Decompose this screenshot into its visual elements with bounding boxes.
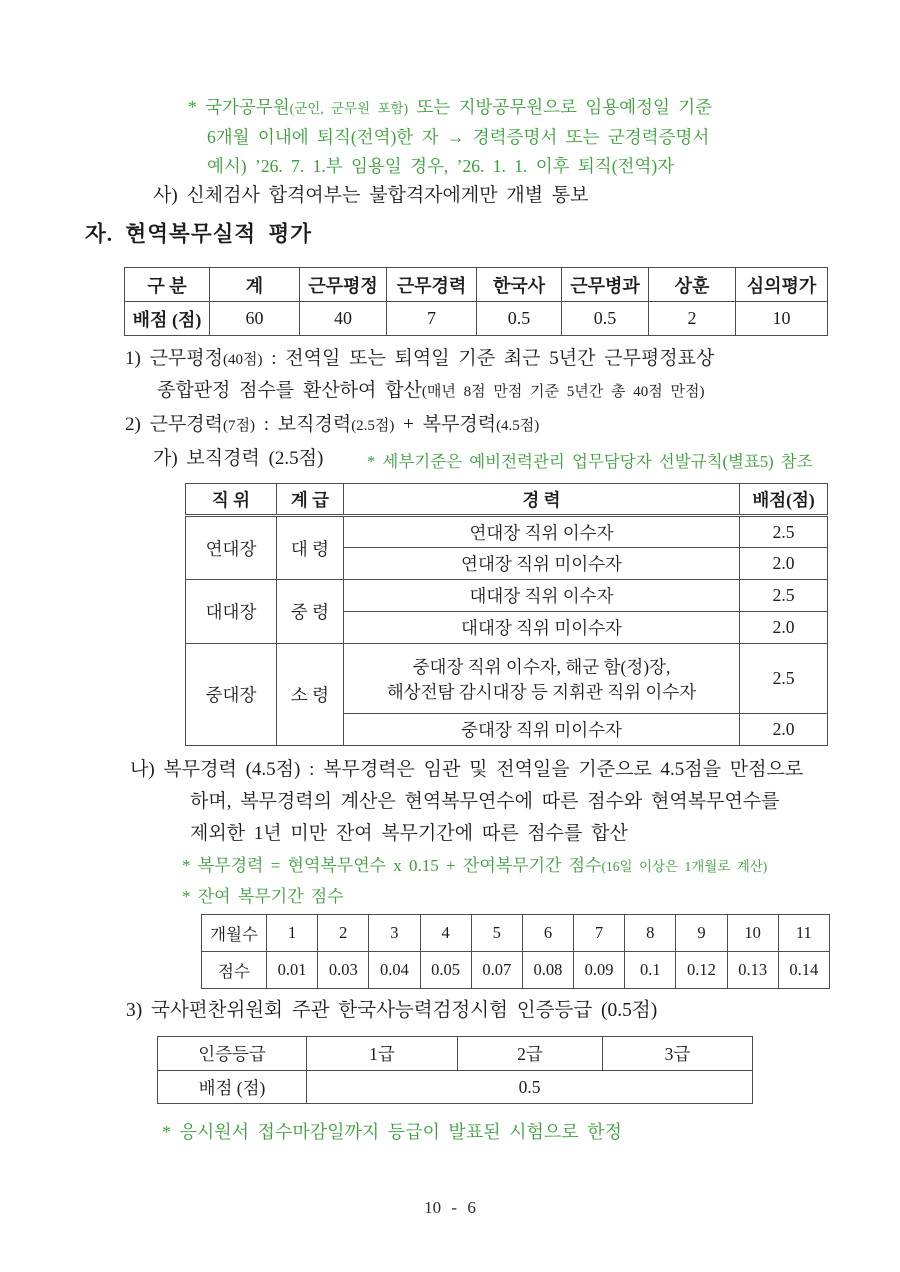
rank-cell: 소 령	[277, 644, 344, 746]
header-cell: 배점(점)	[740, 484, 828, 516]
career-cell	[344, 644, 740, 714]
position-career-table	[185, 483, 828, 746]
score-summary-value-row	[125, 302, 828, 336]
score-cell: 2.5	[740, 516, 828, 548]
score-cell: 2.5	[740, 644, 828, 714]
score-cell: 0.13	[727, 952, 778, 989]
month-cell: 2	[318, 915, 369, 952]
row-label-cell: 배점 (점)	[158, 1071, 307, 1104]
grade-cell: 1급	[307, 1037, 458, 1071]
score-cell: 0.09	[574, 952, 625, 989]
item-2-s6: (4.5점)	[496, 418, 540, 434]
formula-text: * 복무경력 = 현역복무연수 x 0.15 + 잔여복무기간 점수	[182, 856, 602, 875]
score-cell: 0.05	[420, 952, 471, 989]
career-cell: 연대장 직위 이수자	[344, 516, 740, 548]
item-ga-note: * 세부기준은 예비전력관리 업무담당자 선발규칙(별표5) 참조	[367, 452, 813, 471]
header-cell: 근무경력	[387, 268, 477, 302]
career-line-2: 해상전탐 감시대장 등 지휘관 직위 이수자	[386, 681, 697, 702]
bottom-note: * 응시원서 접수마감일까지 등급이 발표된 시험으로 한정	[162, 1122, 622, 1142]
month-cell: 4	[420, 915, 471, 952]
career-cell: 대대장 직위 이수자	[344, 580, 740, 612]
rank-cell: 중 령	[277, 580, 344, 644]
score-summary-header-row	[125, 268, 828, 302]
month-cell: 11	[778, 915, 829, 952]
item-3-heading: 3) 국사편찬위원회 주관 한국사능력검정시험 인증등급 (0.5점)	[126, 1000, 658, 1021]
item-na-line-1: 나) 복무경력 (4.5점) : 복무경력은 임관 및 전역일을 기준으로 4.5점을 만점으로	[130, 759, 804, 780]
item-1-line2-text: 종합판정 점수를 환산하여 합산	[157, 380, 422, 401]
header-cell: 계	[210, 268, 300, 302]
header-cell: 계 급	[277, 484, 344, 516]
scores-row	[202, 952, 830, 989]
header-cell: 직 위	[186, 484, 277, 516]
value-cell: 2	[649, 302, 736, 336]
value-cell: 0.5	[477, 302, 562, 336]
item-2-s5: + 복무경력	[394, 414, 497, 435]
item-2-s4: (2.5점)	[351, 418, 395, 434]
value-cell: 10	[736, 302, 828, 336]
score-cell: 0.04	[369, 952, 420, 989]
month-cell: 1	[267, 915, 318, 952]
service-formula-note	[182, 856, 767, 876]
header-cell: 근무병과	[562, 268, 649, 302]
value-cell: 40	[300, 302, 387, 336]
score-summary-table	[124, 267, 828, 336]
score-cell: 0.08	[522, 952, 573, 989]
header-cell: 구 분	[125, 268, 210, 302]
table-row	[186, 516, 828, 548]
top-note-line-2: 6개월 이내에 퇴직(전역)한 자 → 경력증명서 또는 군경력증명서	[207, 127, 710, 147]
top-note-line-1-rest: 또는 지방공무원으로 임용예정일 기준	[408, 97, 713, 117]
grade-header-row	[158, 1037, 753, 1071]
header-cell: 근무평정	[300, 268, 387, 302]
position-cell: 대대장	[186, 580, 277, 644]
item-na-line-2: 하며, 복무경력의 계산은 현역복무연수에 따른 점수와 현역복무연수를	[190, 791, 780, 812]
month-cell: 9	[676, 915, 727, 952]
top-note-line-1-small: (군인, 군무원 포함)	[289, 101, 409, 116]
item-1-text: 1) 근무평정	[125, 348, 223, 369]
item-1-line-2	[157, 380, 704, 403]
grade-value-row	[158, 1071, 753, 1104]
table-row	[186, 580, 828, 612]
row-label-cell: 배점 (점)	[125, 302, 210, 336]
item-1-rest: : 전역일 또는 퇴역일 기준 최근 5년간 근무평정표상	[262, 348, 715, 369]
month-cell: 7	[574, 915, 625, 952]
month-cell: 6	[522, 915, 573, 952]
row-label-cell: 인증등급	[158, 1037, 307, 1071]
month-cell: 8	[625, 915, 676, 952]
header-cell: 심의평가	[736, 268, 828, 302]
career-cell: 연대장 직위 미이수자	[344, 548, 740, 580]
score-cell: 2.0	[740, 612, 828, 644]
header-cell: 상훈	[649, 268, 736, 302]
score-cell: 2.5	[740, 580, 828, 612]
score-cell: 2.0	[740, 714, 828, 746]
career-cell: 중대장 직위 미이수자	[344, 714, 740, 746]
score-cell: 0.03	[318, 952, 369, 989]
month-cell: 5	[471, 915, 522, 952]
month-cell: 3	[369, 915, 420, 952]
score-cell: 0.14	[778, 952, 829, 989]
grade-cell: 2급	[458, 1037, 603, 1071]
months-row	[202, 915, 830, 952]
header-cell: 한국사	[477, 268, 562, 302]
score-cell: 0.07	[471, 952, 522, 989]
career-cell: 대대장 직위 미이수자	[344, 612, 740, 644]
page-number: 10 - 6	[424, 1198, 476, 1217]
value-cell: 0.5	[307, 1071, 753, 1104]
position-cell: 중대장	[186, 644, 277, 746]
item-1-line2-small: (매년 8점 만점 기준 5년간 총 40점 만점)	[421, 384, 705, 400]
grade-cell: 3급	[603, 1037, 753, 1071]
item-na-line-3: 제외한 1년 미만 잔여 복무기간에 따른 점수를 합산	[190, 823, 628, 844]
top-note-line-1-text: * 국가공무원	[188, 97, 290, 117]
section-heading: 자. 현역복무실적 평가	[85, 222, 313, 246]
table-row	[186, 644, 828, 714]
position-cell: 연대장	[186, 516, 277, 580]
item-sa: 사) 신체검사 합격여부는 불합격자에게만 개별 통보	[153, 185, 589, 206]
value-cell: 7	[387, 302, 477, 336]
score-cell: 2.0	[740, 548, 828, 580]
formula-small: (16일 이상은 1개월로 계산)	[601, 859, 768, 874]
position-table-header-row	[186, 484, 828, 516]
value-cell: 0.5	[562, 302, 649, 336]
item-2-s1: 2) 근무경력	[125, 414, 223, 435]
item-ga-label: 가) 보직경력 (2.5점)	[153, 448, 324, 469]
history-grade-table	[157, 1036, 753, 1104]
rank-cell: 대 령	[277, 516, 344, 580]
item-1-small: (40점)	[223, 352, 263, 368]
top-note-line-1	[188, 97, 712, 118]
score-cell: 0.1	[625, 952, 676, 989]
row-label-cell: 개월수	[202, 915, 267, 952]
item-2-s3: : 보직경력	[254, 414, 352, 435]
score-cell: 0.12	[676, 952, 727, 989]
remaining-period-label: * 잔여 복무기간 점수	[182, 887, 344, 906]
row-label-cell: 점수	[202, 952, 267, 989]
value-cell: 60	[210, 302, 300, 336]
career-line-1: 중대장 직위 이수자, 해군 함(정)장,	[412, 656, 671, 677]
top-note-line-3: 예시) ’26. 7. 1.부 임용일 경우, ’26. 1. 1. 이후 퇴직(전역)자	[207, 156, 675, 176]
item-2-s2: (7점)	[223, 418, 255, 434]
item-2-line	[125, 414, 539, 437]
item-1-line-1	[125, 348, 714, 371]
header-cell: 경 력	[344, 484, 740, 516]
remaining-months-table	[201, 914, 830, 989]
score-cell: 0.01	[267, 952, 318, 989]
month-cell: 10	[727, 915, 778, 952]
